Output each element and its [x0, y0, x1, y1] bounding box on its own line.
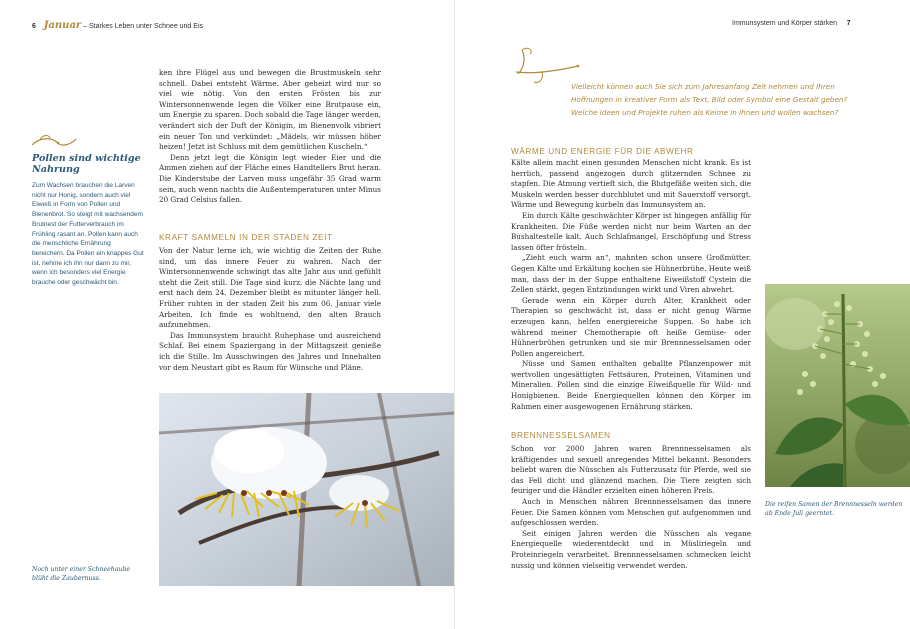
sidebar-text: Zum Wachsen brauchen die Larven nicht nur Honig, sondern auch viel Eiweiß in Form von Pollen und Bienenbrot. So steigt mit wachsendem Brutnest der Futterverbrauch im Frühling rasant an. Pollen kann auch die menschliche Ernährung bereichern. Da Pollen ein knappes Gut ist, nehme ich ihn nur dann zu mir, wenn ich besonders viel Energie brauche oder geschwächt bin. — [32, 182, 144, 287]
section-heading-kraft: KRAFT SAMMELN IN DER STADEN ZEIT — [159, 233, 333, 242]
left-column-text-2 — [159, 246, 381, 373]
left-photo-caption: Noch unter einer Schneehaube blüht die Zaubernuss. — [32, 566, 131, 582]
section-heading-waerme: WÄRME UND ENERGIE FÜR DIE ABWEHR — [511, 147, 694, 156]
paragraph: Seit einigen Jahren werden die Nüsschen als vegane Energiequelle wiederentdeckt und in Müsliriegeln und Proteinriegeln verarbeitet. Brennnesselsamen schmecken leicht nussig und können vielseitig verwendet werden. — [511, 528, 751, 570]
left-header-subtitle: – Starkes Leben unter Schnee und Eis — [83, 23, 203, 30]
right-header-title: Immunsystem und Körper stärken — [732, 20, 838, 27]
paragraph: Das Immunsystem braucht Ruhephase und ausreichend Schlaf. Bei einem Spaziergang in der Mittagszeit genieße ich die Stille. Im Ausschwingen des Jahres und Innehalten vor dem Neustart gibt es Raum für Wünsche und Pläne. — [159, 330, 381, 372]
left-header — [32, 20, 203, 31]
paragraph: Nüsse und Samen enthalten geballte Pflanzenpower mit wertvollen ungesättigten Fettsäuren, Proteinen, Vitaminen und Mineralien. Pollen sind die einzige Eiweißquelle für Wild- und Honigbienen. Beide Energiequellen können den Körper im Rahmen einer ausgewogenen Ernährung stärken. — [511, 359, 751, 411]
paragraph: ken ihre Flügel aus und bewegen die Brustmuskeln sehr schnell. Dabei entsteht Wärme. Aber geheizt wird nur so viel wie nötig. Von den ersten Frösten bis zur Wintersonnenwende legen die Völker eine Brutpause ein, um Energie zu sparen. Doch sobald die Tage länger werden, verändert sich der Duft der Königin, im Bienenvolk vibriert ein neuer Ton und verkündet: „Mädels, wir müssen höher heizen! Jetzt ist Schluss mit dem gemütlichen Kuscheln.“ — [159, 68, 381, 152]
right-column-text — [511, 158, 751, 412]
left-page-number: 6 — [32, 23, 36, 30]
right-page-number: 7 — [846, 20, 851, 27]
nettle-seeds-photo — [765, 284, 910, 487]
paragraph: Denn jetzt legt die Königin legt wieder Eier und die Ammen ziehen auf der Fläche eines Handtellers Brut heran. Die Kinderstube der Larven muss ungefähr 35 Grad warm sein, auch wenn nachts die Außentemperaturen unter Minus 20 Grad Celsius fallen. — [159, 152, 381, 205]
paragraph: „Zieht euch warm an“, mahnten schon unsere Großmütter. Gegen Kälte und Erkältung kochen sie Hühnerbrühe. Heute weiß man, dass der in der Suppe enthaltene Eiweißstoff Cystein die Zellen stärkt, gegen Entzündungen wirkt und Viren abwehrt. — [511, 253, 751, 295]
section-heading-brennnessel: BRENNNESSELSAMEN — [511, 431, 611, 440]
reflection-quote: Vielleicht können auch Sie sich zum Jahresanfang Zeit nehmen und Ihren Hoffnungen in kreativer Form als Text, Bild oder Symbol eine Gestalt geben? Welche Ideen und Projekte ruhen als Keime in Ihnen und wollen wachsen? — [571, 82, 848, 117]
ornament-swirl-icon — [30, 133, 78, 149]
sidebar-title: Pollen sind wichtige Nahrung — [32, 153, 141, 175]
paragraph: Kälte allein macht einen gesunden Menschen nicht krank. Es ist herrlich, passend angezogen durch glitzernden Schnee zu stapfen. Die Atmung vertieft sich, die Blutgefäße weiten sich, die Muskeln werden besser durchblutet und mit Sauerstoff versorgt. Wärme und Bewegung kurbeln das Immunsystem an. — [511, 158, 751, 210]
paragraph: Von der Natur lerne ich, wie wichtig die Zeiten der Ruhe sind, um das innere Feuer zu wahren. Nach der Wintersonnenwende schwingt das alte Jahr aus und gefühlt steht die Zeit still. Die Tage sind kurz, die Nächte lang und erst nach dem 24. Dezember bleibt es mitunter länger hell. Früher ruhten in der staden Zeit bis zum 06. Januar viele Arbeiten. Ich finde es wohltuend, den alten Brauch aufzunehmen. — [159, 246, 381, 330]
right-column-text-2 — [511, 444, 751, 571]
paragraph: Auch in Menschen nähren Brennnesselsamen das innere Feuer. Die Samen können vom Menschen gut aufgenommen und aufgeschlossen werden. — [511, 496, 751, 528]
witch-hazel-photo — [159, 393, 455, 586]
paragraph: Gerade wenn ein Körper durch Alter, Krankheit oder Therapien so geschwächt ist, dass er nicht genug Wärme erzeugen kann, helfen energiereiche Suppen. So habe ich während meiner Chemotherapie oft heiße Gemüse- oder Hühnerbrühen getrunken und sie mir Brennnesselsamen oder Pollen angereichert. — [511, 295, 751, 358]
right-photo-caption: Die reifen Samen der Brennnesseln werden ab Ende Juli geerntet. — [765, 501, 903, 517]
left-column-text — [159, 68, 381, 206]
month-title: Januar — [43, 20, 82, 31]
right-header — [732, 20, 851, 27]
paragraph: Ein durch Kälte geschwächter Körper ist hingegen anfällig für Krankheiten. Die Füße werden nicht nur beim Warten an der Bushaltestelle kalt. Auch Schlafmangel, Erschöpfung und Stress lassen öfter frösteln. — [511, 210, 751, 252]
paragraph: Schon vor 2000 Jahren waren Brennnesselsamen als kräftigendes und sexuell anregendes Mittel bekannt. Besonders beliebt waren die Nüsschen als Futterzusatz für Pferde, weil sie das Fell dicht und glänzend machen. Die Tiere zeigten sich feuriger und die Händler erzielten einen höheren Preis. — [511, 444, 751, 496]
